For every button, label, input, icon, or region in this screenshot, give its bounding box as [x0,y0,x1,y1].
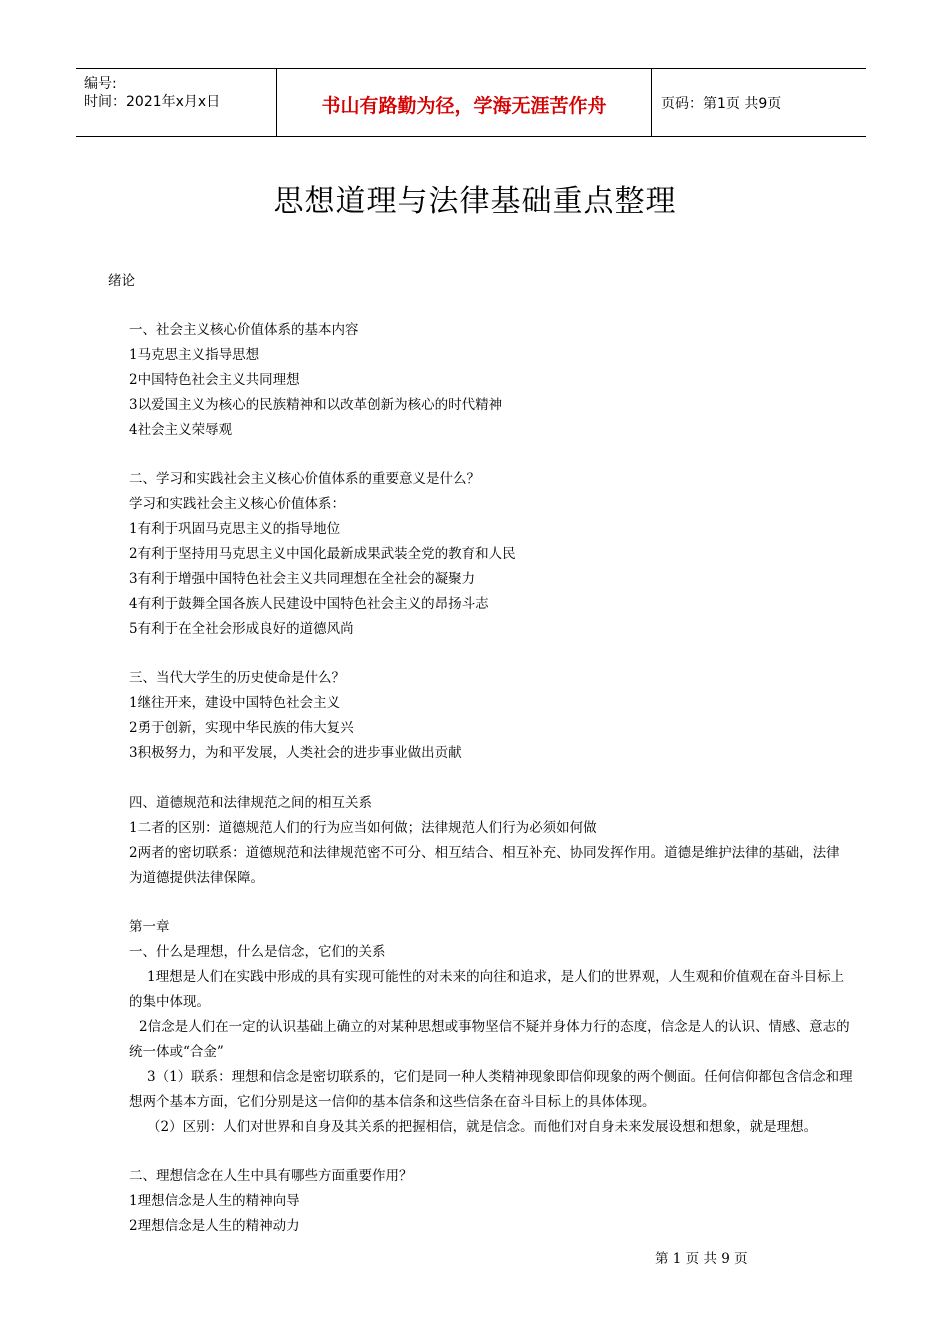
list-item: 1有利于巩固马克思主义的指导地位 [129,521,341,537]
question-heading: 二、理想信念在人生中具有哪些方面重要作用？ [129,1168,413,1184]
paragraph-line: 3（1）联系：理想和信念是密切联系的，它们是同一种人类精神现象即信仰现象的两个侧面。任何信仰都包含信念和理 [147,1069,853,1085]
list-item: 2中国特色社会主义共同理想 [129,372,300,388]
list-item: 2勇于创新，实现中华民族的伟大复兴 [129,720,354,736]
question-heading: 一、什么是理想，什么是信念，它们的关系 [129,944,386,960]
paragraph-line: 的集中体现。 [129,994,210,1010]
list-item: 5有利于在全社会形成良好的道德风尚 [129,621,354,637]
number-label: 编号: [84,76,117,92]
page-footer: 第 1 页 共 9 页 [655,1251,748,1267]
list-item: 1二者的区别：道德规范人们的行为应当如何做；法律规范人们行为必须如何做 [129,820,597,836]
chapter-heading: 第一章 [129,919,170,935]
list-item: 3有利于增强中国特色社会主义共同理想在全社会的凝聚力 [129,571,476,587]
list-item: 2理想信念是人生的精神动力 [129,1218,300,1234]
question-heading: 二、学习和实践社会主义核心价值体系的重要意义是什么？ [129,471,480,487]
list-item: 1马克思主义指导思想 [129,347,260,363]
time-label: 时间：2021年x月x日 [84,94,221,110]
paragraph-line: 1理想是人们在实践中形成的具有实现可能性的对未来的向往和追求，是人们的世界观，人生观和价值观在奋斗目标上 [147,969,845,985]
section-heading: 绪论 [108,273,135,289]
list-item: 4社会主义荣辱观 [129,422,233,438]
list-item: 1理想信念是人生的精神向导 [129,1193,300,1209]
header-table [76,68,866,137]
paragraph-line: 想两个基本方面，它们分别是这一信仰的基本信条和这些信条在奋斗目标上的具体体现。 [129,1094,656,1110]
list-item: 1继往开来，建设中国特色社会主义 [129,695,341,711]
paragraph-line: 为道德提供法律保障。 [129,870,264,886]
list-item: 3以爱国主义为核心的民族精神和以改革创新为核心的时代精神 [129,397,503,413]
question-heading: 一、社会主义核心价值体系的基本内容 [129,322,359,338]
list-item: 4有利于鼓舞全国各族人民建设中国特色社会主义的昂扬斗志 [129,596,489,612]
header-motto-cell [276,69,652,136]
list-item: 3积极努力，为和平发展，人类社会的进步事业做出贡献 [129,745,462,761]
question-heading: 三、当代大学生的历史使命是什么？ [129,670,345,686]
header-page-cell [651,69,866,136]
header-info-cell [76,69,276,136]
page-code: 页码：第1页 共9页 [661,96,782,112]
document-title: 思想道理与法律基础重点整理 [273,184,677,219]
question-heading: 四、道德规范和法律规范之间的相互关系 [129,795,372,811]
paragraph-line: （2）区别：人们对世界和自身及其关系的把握相信，就是信念。而他们对自身未来发展设想和想象，就是理想。 [147,1119,818,1135]
list-item: 2有利于坚持用马克思主义中国化最新成果武装全党的教育和人民 [129,546,516,562]
paragraph-line: 2信念是人们在一定的认识基础上确立的对某种思想或事物坚信不疑并身体力行的态度，信念是人的认识、情感、意志的 [139,1019,850,1035]
paragraph-line: 统一体或“合金” [129,1044,224,1060]
paragraph-line: 学习和实践社会主义核心价值体系： [129,496,345,512]
motto: 书山有路勤为径，学海无涯苦作舟 [321,95,607,117]
list-item: 2两者的密切联系：道德规范和法律规范密不可分、相互结合、相互补充、协同发挥作用。道德是维护法律的基础，法律 [129,845,840,861]
